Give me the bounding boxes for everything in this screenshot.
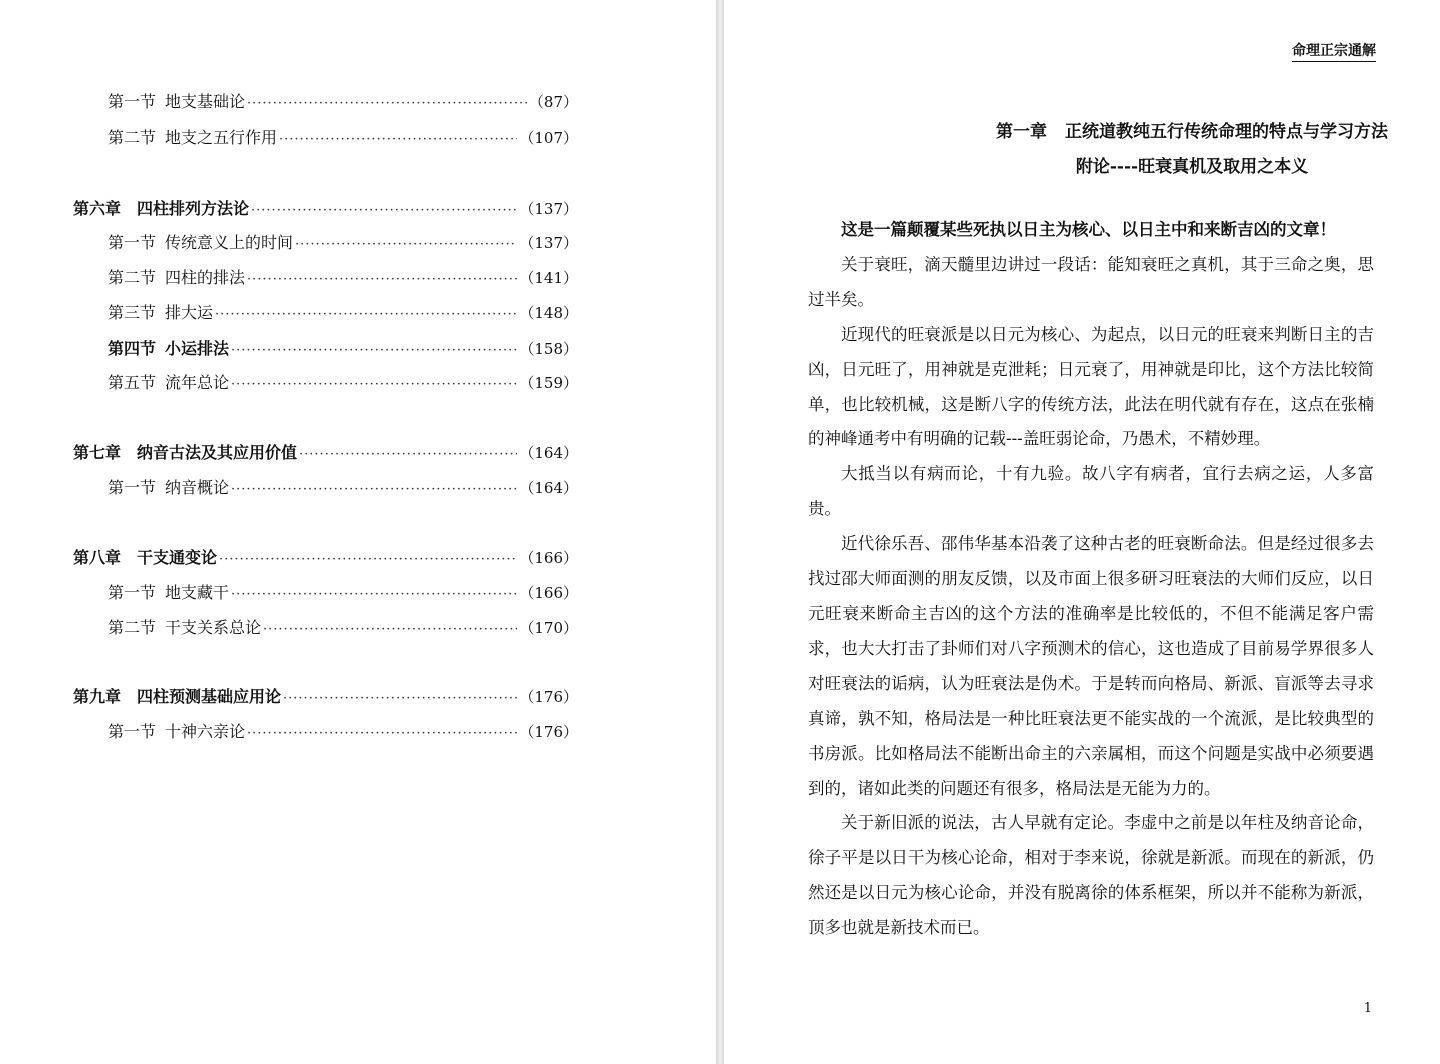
toc-entry[interactable] (108, 338, 578, 360)
left-page-toc (0, 0, 716, 1064)
chapter-title (724, 117, 1440, 142)
toc-entry[interactable] (108, 267, 578, 289)
dot-leader (299, 444, 517, 466)
dot-leader (295, 234, 517, 256)
toc-entry-label: 第一节 十神六亲论 (108, 722, 246, 741)
dot-leader (279, 129, 517, 151)
toc-entry[interactable] (108, 721, 578, 743)
chapter-number: 第一章 (996, 122, 1047, 142)
toc-chapter-entry[interactable] (73, 547, 578, 569)
toc-page-number: （176） (519, 688, 578, 706)
toc-page-number: （148） (519, 304, 578, 322)
dot-leader (219, 549, 517, 571)
dot-leader (231, 374, 517, 396)
body-text (808, 213, 1374, 946)
toc-page-number: （141） (519, 269, 578, 287)
toc-page-number: （164） (519, 444, 578, 462)
toc-entry-label: 第四节 小运排法 (108, 339, 230, 358)
dot-leader (263, 619, 517, 641)
page-number: 1 (1363, 1001, 1372, 1016)
toc-entry[interactable] (108, 127, 578, 149)
dot-leader (231, 479, 517, 501)
toc-chapter-entry[interactable] (73, 686, 578, 708)
toc-page-number: （107） (519, 129, 578, 147)
paragraph: 关于新旧派的说法，古人早就有定论。李虚中之前是以年柱及纳音论命，徐子平是以日干为核心论命，相对于李来说，徐就是新派。而现在的新派，仍然还是以日元为核心论命，并没有脱离徐的体系框架，所以并不能称为新派，顶多也就是新技术而已。 (808, 813, 1374, 938)
toc-entry-label: 第一节 传统意义上的时间 (108, 233, 294, 252)
toc-entry[interactable] (108, 617, 578, 639)
toc-page-number: （170） (519, 619, 578, 637)
right-page-content (724, 0, 1440, 1064)
toc-page-number: （137） (519, 234, 578, 252)
chapter-subtitle: 附论----旺衰真机及取用之本义 (1075, 157, 1309, 177)
dot-leader (231, 584, 517, 606)
toc-entry-label: 第二节 干支关系总论 (108, 618, 262, 637)
toc-page-number: （166） (519, 549, 578, 567)
toc-entry-label: 第二节 地支之五行作用 (108, 128, 278, 147)
toc-page-number: （158） (519, 340, 578, 358)
dot-leader (247, 93, 527, 115)
running-header: 命理正宗通解 (1292, 40, 1376, 62)
toc-entry-label: 第一节 地支基础论 (108, 92, 246, 111)
dot-leader (247, 269, 517, 291)
toc-entry[interactable] (108, 302, 578, 324)
toc-entry[interactable] (108, 372, 578, 394)
toc-chapter-label: 第六章 四柱排列方法论 (73, 199, 250, 218)
toc-entry-label: 第三节 排大运 (108, 303, 214, 322)
toc-page-number: （164） (519, 479, 578, 497)
dot-leader (251, 200, 517, 222)
dot-leader (247, 723, 517, 745)
paragraph: 关于衰旺，滴天髓里边讲过一段话：能知衰旺之真机，其于三命之奥，思过半矣。 (808, 254, 1374, 309)
toc-page-number: （166） (519, 584, 578, 602)
toc-entry[interactable] (108, 582, 578, 604)
chapter-title-text: 正统道教纯五行传统命理的特点与学习方法 (1065, 122, 1388, 142)
page-gutter (716, 0, 724, 1064)
paragraph: 近代徐乐吾、邵伟华基本沿袭了这种古老的旺衰断命法。但是经过很多去找过邵大师面测的朋友反馈，以及市面上很多研习旺衰法的大师们反应，以日元旺衰来断命主吉凶的这个方法的准确率是比较低的，不但不能满足客户需求，也大大打击了卦师们对八字预测术的信心，这也造成了目前易学界很多人对旺衰法的诟病，认为旺衰法是伪术。于是转而向格局、新派、盲派等去寻求真谛，孰不知，格局法是一种比旺衰法更不能实战的一个流派，是比较典型的书房派。比如格局法不能断出命主的六亲属相，而这个问题是实战中必须要遇到的，诸如此类的问题还有很多，格局法是无能为力的。 (808, 534, 1374, 798)
toc-entry[interactable] (108, 91, 578, 113)
toc-entry[interactable] (108, 477, 578, 499)
toc-entry-label: 第五节 流年总论 (108, 373, 230, 392)
toc-entry-label: 第二节 四柱的排法 (108, 268, 246, 287)
toc-chapter-entry[interactable] (73, 198, 578, 220)
toc-page-number: （87） (528, 93, 578, 111)
toc-page-number: （137） (519, 200, 578, 218)
toc-chapter-label: 第七章 纳音古法及其应用价值 (73, 443, 298, 462)
toc-chapter-label: 第九章 四柱预测基础应用论 (73, 687, 282, 706)
dot-leader (231, 340, 517, 362)
toc-chapter-label: 第八章 干支通变论 (73, 548, 218, 567)
toc-page-number: （159） (519, 374, 578, 392)
dot-leader (283, 688, 517, 710)
toc-entry[interactable] (108, 232, 578, 254)
toc-entry-label: 第一节 地支藏干 (108, 583, 230, 602)
lead-paragraph: 这是一篇颠覆某些死执以日主为核心、以日主中和来断吉凶的文章！ (841, 220, 1336, 239)
toc-entry-label: 第一节 纳音概论 (108, 478, 230, 497)
paragraph: 近现代的旺衰派是以日元为核心、为起点，以日元的旺衰来判断日主的吉凶，日元旺了，用神就是克泄耗；日元衰了，用神就是印比，这个方法比较简单，也比较机械，这是断八字的传统方法，此法在明代就有存在，这点在张楠的神峰通考中有明确的记载---盖旺弱论命，乃愚术，不精妙理。 (808, 324, 1374, 449)
dot-leader (215, 304, 517, 326)
toc-page-number: （176） (519, 723, 578, 741)
paragraph: 大抵当以有病而论，十有九验。故八字有病者，宜行去病之运，人多富贵。 (808, 464, 1374, 519)
toc-chapter-entry[interactable] (73, 442, 578, 464)
